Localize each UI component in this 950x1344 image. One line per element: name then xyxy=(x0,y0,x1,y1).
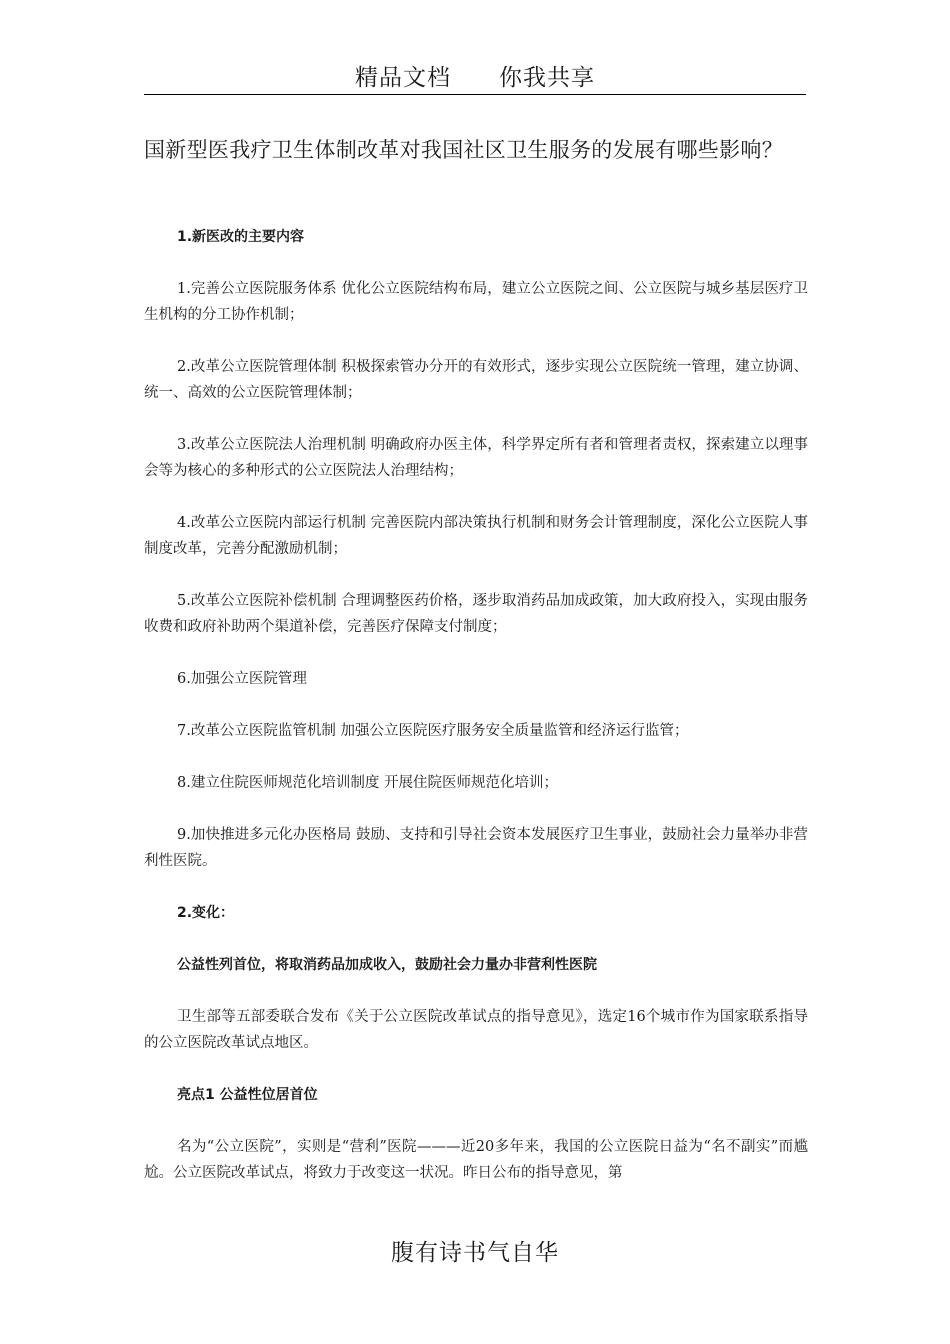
highlight-heading: 亮点1 公益性位居首位 xyxy=(177,1087,318,1103)
list-item: 1.完善公立医院服务体系 优化公立医院结构布局，建立公立医院之间、公立医院与城乡基层医疗卫生机构的分工协作机制； xyxy=(144,281,808,323)
page-header xyxy=(144,62,806,95)
list-item: 6.加强公立医院管理 xyxy=(177,671,307,687)
document-body xyxy=(144,224,808,1186)
list-item: 9.加快推进多元化办医格局 鼓励、支持和引导社会资本发展医疗卫生事业，鼓励社会力量举办非营利性医院。 xyxy=(144,827,808,869)
section-2-paragraph: 卫生部等五部委联合发布《关于公立医院改革试点的指导意见》，选定16个城市作为国家联系指导的公立医院改革试点地区。 xyxy=(144,1009,808,1051)
section-2-heading: 2.变化： xyxy=(177,905,235,921)
list-item: 5.改革公立医院补偿机制 合理调整医药价格，逐步取消药品加成政策，加大政府投入，实现由服务收费和政府补助两个渠道补偿，完善医疗保障支付制度； xyxy=(144,593,808,635)
list-item: 8.建立住院医师规范化培训制度 开展住院医师规范化培训； xyxy=(177,775,558,791)
list-item: 2.改革公立医院管理体制 积极探索管办分开的有效形式，逐步实现公立医院统一管理，建立协调、统一、高效的公立医院管理体制； xyxy=(144,359,808,401)
section-2-subheading: 公益性列首位，将取消药品加成收入，鼓励社会力量办非营利性医院 xyxy=(177,957,597,973)
document-title: 国新型医我疗卫生体制改革对我国社区卫生服务的发展有哪些影响？ xyxy=(144,138,783,162)
list-item: 3.改革公立医院法人治理机制 明确政府办医主体，科学界定所有者和管理者责权，探索建立以理事会等为核心的多种形式的公立医院法人治理结构； xyxy=(144,437,808,479)
list-item: 4.改革公立医院内部运行机制 完善医院内部决策执行机制和财务会计管理制度，深化公立医院人事制度改革，完善分配激励机制； xyxy=(144,515,808,557)
header-left-text: 精品文档 xyxy=(355,65,451,91)
highlight-paragraph: 名为“公立医院”，实则是“营利”医院———近20多年来，我国的公立医院日益为“名不副实”而尴尬。公立医院改革试点，将致力于改变这一状况。昨日公布的指导意见，第 xyxy=(144,1139,808,1181)
section-1-heading: 1.新医改的主要内容 xyxy=(177,229,305,245)
list-item: 7.改革公立医院监管机制 加强公立医院医疗服务安全质量监管和经济运行监管； xyxy=(177,723,689,739)
page-footer: 腹有诗书气自华 xyxy=(391,1240,559,1266)
header-right-text: 你我共享 xyxy=(499,65,595,91)
